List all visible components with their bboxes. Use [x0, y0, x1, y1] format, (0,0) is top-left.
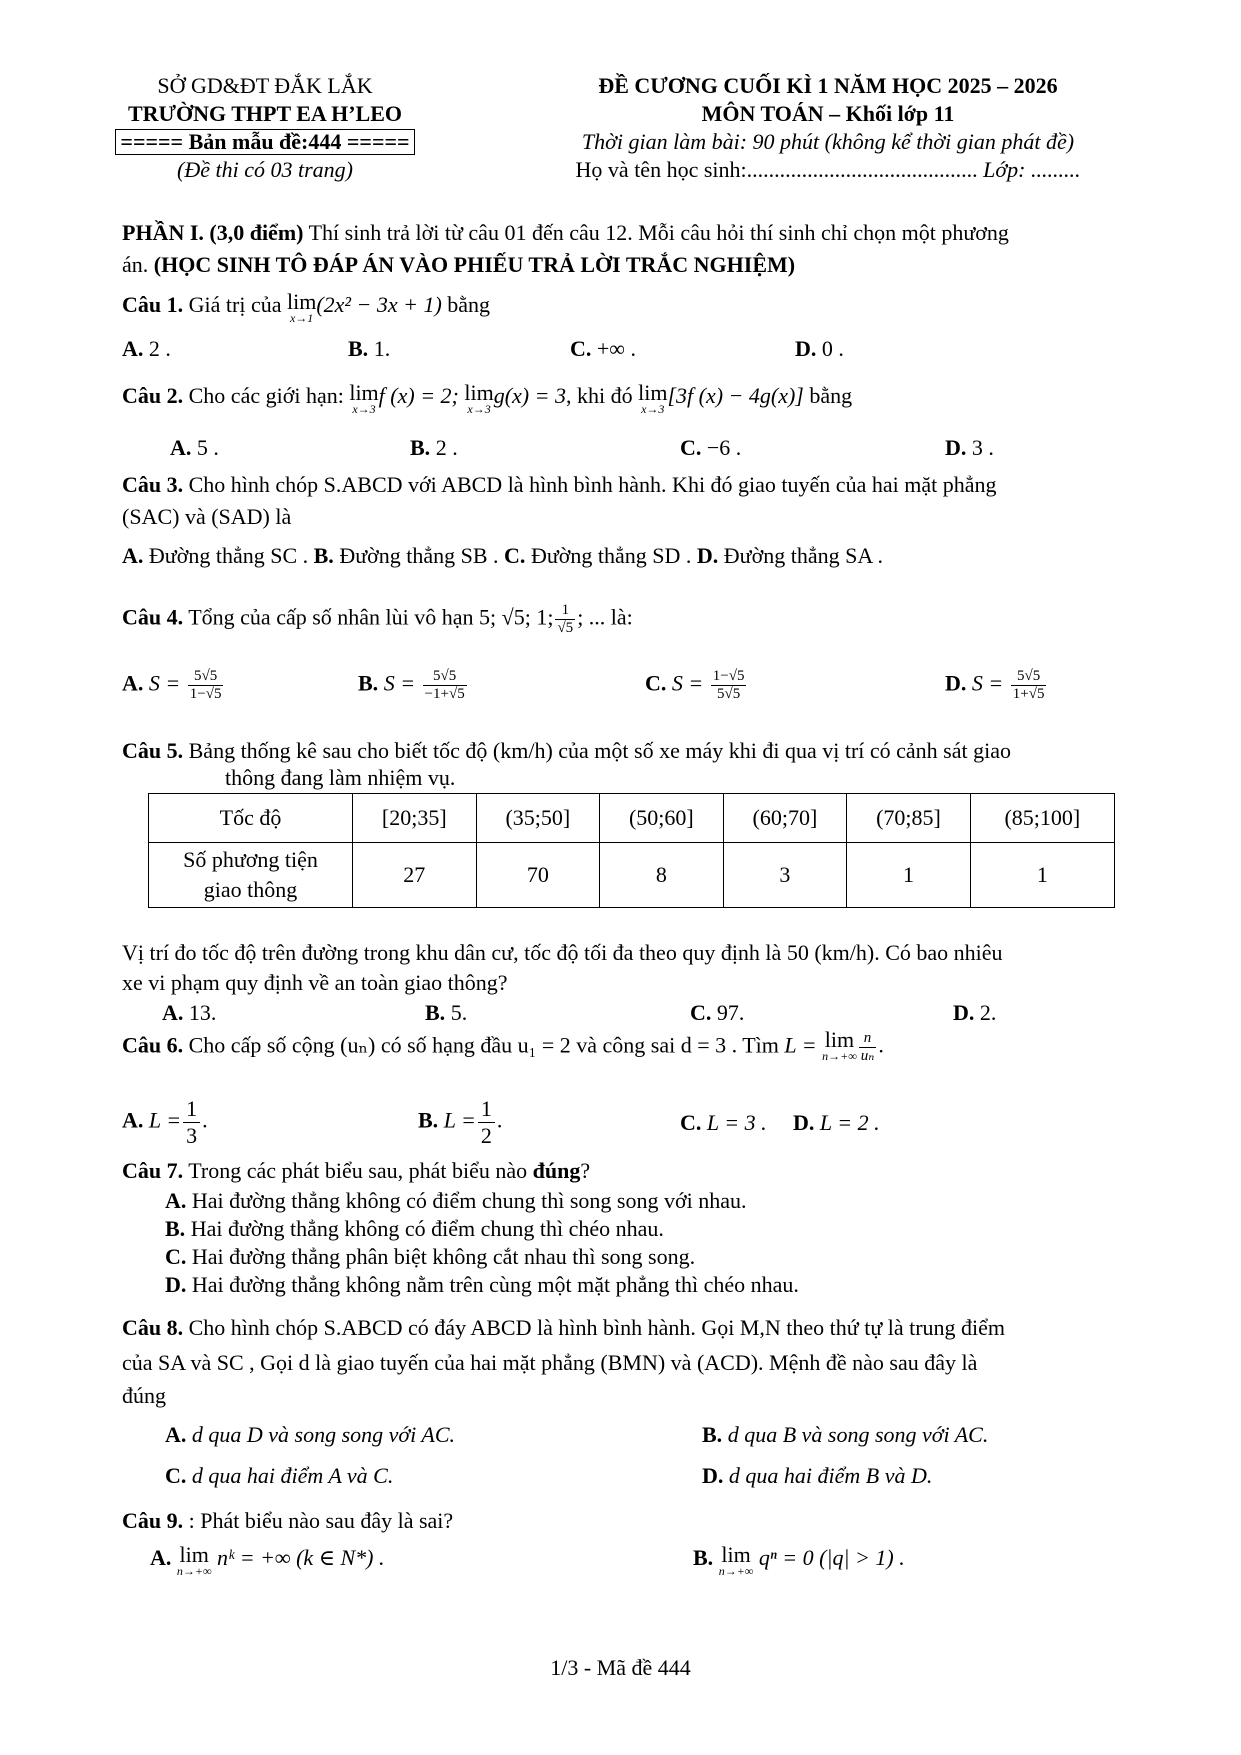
table-cell: (60;70] [723, 794, 847, 843]
question-5-text4: xe vi phạm quy định về an toàn giao thông? [122, 970, 508, 995]
q1-option-c[interactable]: C. +∞ . [570, 336, 636, 361]
q8-option-a[interactable]: A. d qua D và song song với AC. [165, 1422, 455, 1447]
q1-option-d[interactable]: D. 0 . [795, 336, 844, 361]
q8-option-d[interactable]: D. d qua hai điểm B và D. [702, 1463, 933, 1488]
q5-option-b[interactable]: B. 5. [425, 1000, 468, 1025]
q7-option-d[interactable]: D. Hai đường thẳng không nằm trên cùng một mặt phẳng thì chéo nhau. [165, 1272, 799, 1297]
q3-option-c[interactable]: C. Đường thẳng SD . [504, 543, 692, 568]
q4-option-d[interactable]: D. S = $\frac{5√5}{1+√5}$ [945, 668, 1045, 702]
q1-option-b[interactable]: B. 1. [348, 336, 391, 361]
q7-option-c[interactable]: C. Hai đường thẳng phân biệt không cắt nhau thì song song. [165, 1244, 696, 1269]
part1-instruction: án. (HỌC SINH TÔ ĐÁP ÁN VÀO PHIẾU TRẢ LỜI TRẮC NGHIỆM) [122, 252, 796, 277]
question-8-cont: của SA và SC , Gọi d là giao tuyến của hai mặt phẳng (BMN) và (ACD). Mệnh đề nào sau đây là [122, 1350, 978, 1375]
class-field: Lớp: ......... [983, 157, 1081, 182]
q2-option-c[interactable]: C. −6 . [680, 435, 742, 460]
q8-option-c[interactable]: C. d qua hai điểm A và C. [165, 1463, 394, 1488]
table-cell: 1 [847, 843, 971, 908]
q7-option-a[interactable]: A. Hai đường thẳng không có điểm chung thì song song với nhau. [165, 1188, 747, 1213]
q3-options [122, 543, 883, 569]
question-7: Câu 7. Trong các phát biểu sau, phát biểu nào đúng? [122, 1158, 591, 1183]
question-1: Câu 1. Giá trị của lim x→1 (2x² − 3x + 1) bằng [122, 289, 491, 325]
limit-operator: lim x→1 [286, 289, 317, 325]
q4-option-c[interactable]: C. S = $\frac{1-√5}{5√5}$ [645, 668, 745, 702]
table-cell: 3 [723, 843, 847, 908]
table-cell: 8 [600, 843, 724, 908]
sample-code-box: ===== Bản mẫu đề:444 ===== [115, 129, 414, 155]
q9-option-b[interactable]: B. lim n→+∞ qⁿ = 0 (|q| > 1) . [693, 1542, 905, 1578]
school-name: TRƯỜNG THPT EA H’LEO [127, 101, 403, 126]
question-5-cont: thông đang làm nhiệm vụ. [225, 765, 456, 790]
table-cell: 27 [353, 843, 477, 908]
table-row [149, 794, 1115, 843]
table-cell: (70;85] [847, 794, 971, 843]
question-8: Câu 8. Cho hình chóp S.ABCD có đáy ABCD là hình bình hành. Gọi M,N theo thứ tự là trung điểm [122, 1315, 1006, 1340]
table-row [149, 843, 1115, 908]
q2-option-a[interactable]: A. 5 . [170, 435, 219, 460]
table-header-cell: Tốc độ [149, 794, 353, 843]
department: SỞ GD&ĐT ĐẮK LẮK [157, 73, 373, 98]
question-3-cont: (SAC) và (SAD) là [122, 504, 292, 529]
question-5: Câu 5. Bảng thống kê sau cho biết tốc độ (km/h) của một số xe máy khi đi qua vị trí có cảnh sát giao [122, 738, 1011, 763]
pages-note: (Đề thi có 03 trang) [177, 157, 353, 182]
header-right [478, 72, 1178, 184]
q5-option-a[interactable]: A. 13. [162, 1000, 217, 1025]
question-5-text3: Vị trí đo tốc độ trên đường trong khu dân cư, tốc độ tối đa theo quy định là 50 (km/h). Có bao nhiêu [122, 940, 1003, 965]
q7-option-b[interactable]: B. Hai đường thẳng không có điểm chung thì chéo nhau. [165, 1216, 664, 1241]
q2-option-d[interactable]: D. 3 . [945, 435, 994, 460]
table-cell: 70 [476, 843, 600, 908]
q5-option-d[interactable]: D. 2. [953, 1000, 997, 1025]
table-header-cell: Số phương tiện giao thông [149, 843, 353, 908]
q8-option-b[interactable]: B. d qua B và song song với AC. [702, 1422, 989, 1447]
q3-option-d[interactable]: D. Đường thẳng SA . [696, 543, 884, 568]
q6-option-a[interactable]: A. L = $\frac{1}{3}$ . [122, 1096, 208, 1148]
table-cell: [20;35] [353, 794, 477, 843]
question-4: Câu 4. Tổng của cấp số nhân lùi vô hạn 5; √5; 1; $\frac{1}{√5}$ ; ... là: [122, 602, 633, 636]
time-note: Thời gian làm bài: 90 phút (không kể thời gian phát đề) [581, 129, 1075, 154]
table-cell: (50;60] [600, 794, 724, 843]
q9-option-a[interactable]: A. lim n→+∞ nᵏ = +∞ (k ∈ N*) . [150, 1542, 385, 1578]
q5-option-c[interactable]: C. 97. [690, 1000, 745, 1025]
q4-option-a[interactable]: A. S = $\frac{5√5}{1-√5}$ [122, 668, 222, 702]
page-footer: 1/3 - Mã đề 444 [550, 1655, 691, 1680]
q6-option-b[interactable]: B. L = $\frac{1}{2}$ . [418, 1096, 503, 1148]
table-cell: (85;100] [970, 794, 1114, 843]
student-name-field: Họ và tên học sinh:.......................................... [575, 157, 978, 182]
exam-title: ĐỀ CƯƠNG CUỐI KÌ 1 NĂM HỌC 2025 – 2026 [598, 73, 1058, 98]
q3-option-a[interactable]: A. Đường thẳng SC . [122, 543, 309, 568]
question-6: Câu 6. Cho cấp số cộng (uₙ) có số hạng đầu u₁ = 2 và công sai d = 3 . Tìm L = lim n→+∞ $\frac{n}{\text{uₙ}}$ . [122, 1027, 884, 1064]
question-8-cont2: đúng [122, 1383, 166, 1408]
q1-option-a[interactable]: A. 2 . [122, 336, 171, 361]
table-cell: (35;50] [476, 794, 600, 843]
question-3: Câu 3. Cho hình chóp S.ABCD với ABCD là hình bình hành. Khi đó giao tuyến của hai mặt phẳng [122, 472, 997, 497]
q4-option-b[interactable]: B. S = $\frac{5√5}{-1+√5}$ [358, 668, 465, 702]
speed-table [148, 793, 1115, 908]
q2-option-b[interactable]: B. 2 . [410, 435, 458, 460]
table-cell: 1 [970, 843, 1114, 908]
header-left [80, 72, 450, 184]
q6-option-c[interactable]: C. L = 3 . [680, 1110, 767, 1135]
q6-option-d[interactable]: D. L = 2 . [793, 1110, 880, 1135]
question-9: Câu 9. : Phát biểu nào sau đây là sai? [122, 1508, 454, 1533]
question-2: Câu 2. Cho các giới hạn: lim x→3 f (x) = 2; lim x→3 g(x) = 3, khi đó lim x→3 [3f (x) − 4g(x)] bằng [122, 380, 853, 416]
student-info-line [478, 156, 1178, 184]
q3-option-b[interactable]: B. Đường thẳng SB . [313, 543, 499, 568]
part1-intro: PHẦN I. (3,0 điểm) Thí sinh trả lời từ câu 01 đến câu 12. Mỗi câu hỏi thí sinh chỉ chọn một phương [122, 220, 1009, 245]
subject: MÔN TOÁN – Khối lớp 11 [701, 101, 955, 126]
